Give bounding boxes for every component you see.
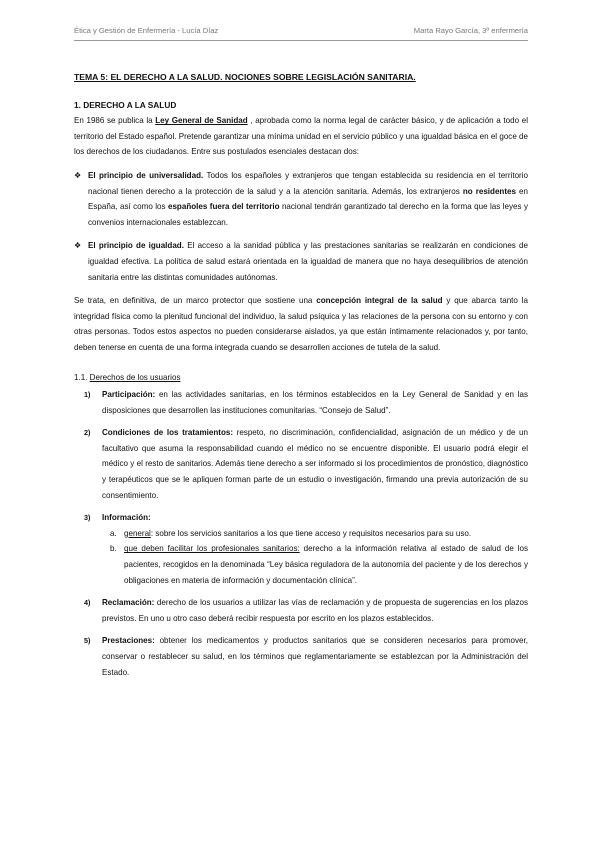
principle-text: nacional tendrán garantizado tal derecho en la forma que las leyes y convenios internacionales establezcan. bbox=[88, 202, 528, 227]
sub-list-body: : sobre los servicios sanitarios a los que tiene acceso y requisitos necesarios para su uso. bbox=[150, 528, 472, 538]
list-item-label: Condiciones de los tratamientos: bbox=[102, 428, 234, 438]
list-item bbox=[74, 633, 528, 680]
list-item-body: obtener los medicamentos y productos sanitarios que se consideren necesarios para promover, conservar o restablecer su salud, en los términos que reglamentariamente se establezcan por la Administración del Estado. bbox=[102, 636, 528, 677]
header-divider bbox=[74, 40, 528, 41]
diamond-bullet-icon: ❖ bbox=[74, 241, 82, 251]
law-name: Ley General de Sanidad bbox=[155, 116, 248, 126]
emphasis-text: concepción integral de la salud bbox=[316, 296, 443, 306]
subsection-title: Derechos de los usuarios bbox=[89, 372, 181, 382]
list-number: 5) bbox=[84, 636, 91, 646]
subsection-number: 1.1. bbox=[74, 372, 90, 382]
list-item-text bbox=[102, 595, 528, 626]
list-item bbox=[74, 595, 528, 626]
header-left-text: Ética y Gestión de Enfermería - Lucía Díaz bbox=[74, 26, 219, 35]
list-item-label: Reclamación: bbox=[102, 598, 155, 608]
sub-list-body: derecho a la información relativa al estado de salud de los pacientes, recogidos en la denominada “Ley básica reguladora de la autonomía del paciente y de los derechos y obligaciones en materia de información y documentación clínica”. bbox=[124, 544, 529, 585]
diamond-bullet-icon: ❖ bbox=[74, 170, 82, 180]
list-item-label: Prestaciones: bbox=[102, 636, 155, 646]
principle-text: Todos los españoles y extranjeros que tengan establecida su residencia en el territorio nacional tienen derecho a la protección de la salud y a la atención sanitaria. Además, los extranjeros bbox=[88, 170, 528, 196]
list-item-text bbox=[102, 425, 528, 503]
sub-list-label: que deben facilitar los profesionales sanitarios: bbox=[124, 544, 300, 554]
list-item bbox=[74, 387, 528, 418]
sub-list-item bbox=[102, 526, 528, 542]
list-item-label: Participación: bbox=[102, 390, 156, 400]
principle-text: El acceso a la sanidad pública y las prestaciones sanitarias se realizarán en condiciones de igualdad efectiva. La política de salud estará orientada en la igualdad de manera que no haya desequilibrios de atención sanitaria entre las distintas comunidades autónomas. bbox=[88, 241, 528, 282]
intro-text-b: , aprobada como la norma legal de carácter básico, y de aplicación a todo el territorio del Estado español. Pretende garantizar una mínima unidad en el servicio público y una igualdad básica en el goce de los derechos de los ciudadanos. Entre sus postulados esenciales destacan dos: bbox=[74, 116, 528, 157]
list-item-label: Información: bbox=[102, 513, 151, 523]
principle-text: en España, así como los bbox=[88, 186, 529, 212]
bullet-universality-text bbox=[88, 168, 528, 230]
list-number: 3) bbox=[84, 513, 91, 523]
header-right-text: Marta Rayo García, 3º enfermería bbox=[413, 26, 528, 35]
page-header bbox=[74, 26, 528, 35]
emphasis-text: españoles fuera del territorio bbox=[167, 202, 280, 212]
sub-list-letter: a. bbox=[110, 528, 117, 538]
bullet-universality bbox=[74, 168, 528, 230]
document-title: TEMA 5: EL DERECHO A LA SALUD. NOCIONES SOBRE LEGISLACIÓN SANITARIA. bbox=[74, 72, 416, 82]
sub-list-letter: b. bbox=[110, 544, 117, 554]
list-number: 4) bbox=[84, 598, 91, 608]
sub-list-label: general bbox=[124, 528, 151, 538]
list-item-body: en las actividades sanitarias, en los términos establecidos en la Ley General de Sanidad y en las disposiciones que desarrollen las instituciones comunitarias. “Consejo de Salud”. bbox=[102, 390, 528, 415]
summary-text: y que abarca tanto la integridad física como la plenitud funcional del individuo, la salud psíquica y las relaciones de la persona con su entorno y con otras personas. Todos estos aspectos no pueden considerarse aislados, ya que están íntimamente relacionados y, por tanto, deben tenerse en cuenta de una forma integrada cuando se desarrollen acciones de tutela de la salud. bbox=[74, 296, 528, 352]
emphasis-text: no residentes bbox=[462, 186, 516, 196]
summary-paragraph bbox=[74, 293, 528, 355]
list-item-text bbox=[102, 387, 528, 418]
list-item bbox=[74, 425, 528, 503]
intro-text-a: En 1986 se publica la bbox=[74, 116, 156, 126]
principle-title: El principio de igualdad. bbox=[88, 241, 184, 251]
sub-list-text bbox=[124, 541, 528, 588]
list-item-text bbox=[102, 510, 528, 595]
bullet-equality bbox=[74, 238, 528, 285]
list-item-text bbox=[102, 633, 528, 680]
list-number: 1) bbox=[84, 390, 91, 400]
bullet-equality-text bbox=[88, 238, 528, 285]
subsection-heading bbox=[74, 370, 528, 386]
principle-title: El principio de universalidad. bbox=[88, 170, 204, 180]
list-number: 2) bbox=[84, 428, 91, 438]
list-item-body: derecho de los usuarios a utilizar las vías de reclamación y de propuesta de sugerencias en los plazos previstos. En uno u otro caso deberá recibir respuesta por escrito en los plazos establecidos. bbox=[102, 598, 528, 623]
section-heading: 1. DERECHO A LA SALUD bbox=[74, 99, 177, 110]
sub-list-text bbox=[124, 526, 528, 542]
list-item bbox=[74, 510, 528, 595]
document-body bbox=[74, 70, 528, 687]
sub-list-item bbox=[102, 541, 528, 588]
summary-text: Se trata, en definitiva, de un marco protector que sostiene una bbox=[74, 296, 317, 306]
intro-paragraph bbox=[74, 113, 528, 160]
list-item-body: respeto, no discriminación, confidencialidad, asignación de un médico y de un facultativo que asuma la responsabilidad cuando el médico no se encuentre disponible. El usuario podrá elegir el médico y el resto de sanitarios. Además tiene derecho a ser informado si los procedimientos de pronóstico, diagnóstico y terapéuticos que se le apliquen forman parte de un estudio o investigación, firmando una previa autorización de su consentimiento. bbox=[102, 428, 529, 500]
